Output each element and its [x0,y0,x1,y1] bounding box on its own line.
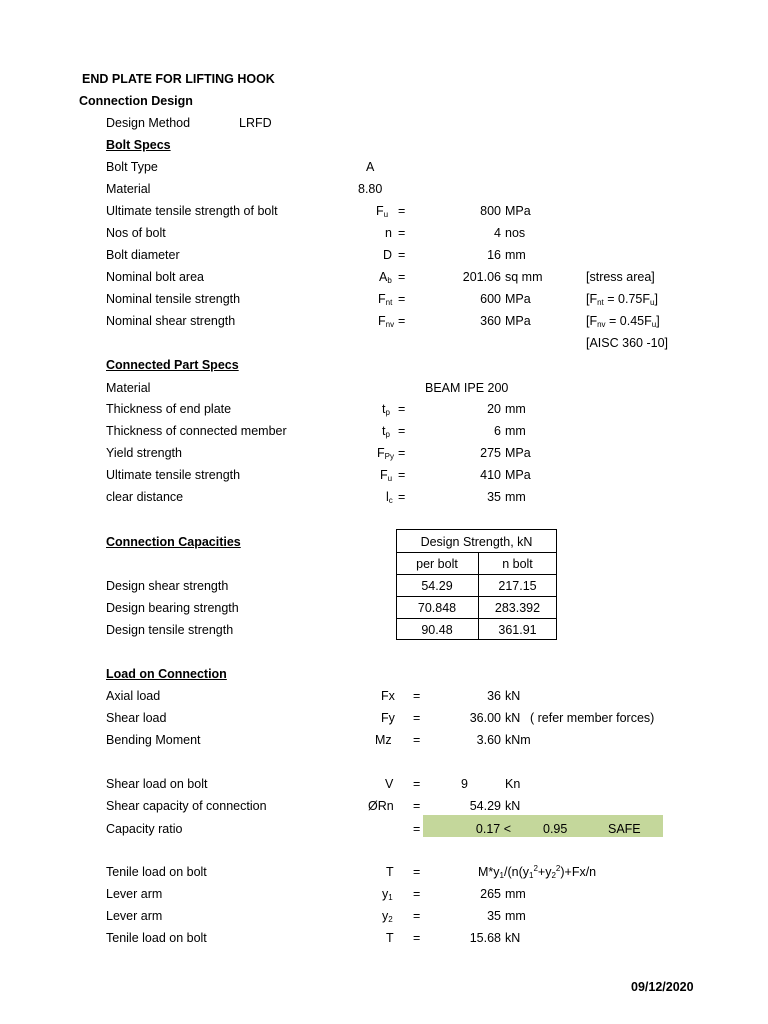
member-thickness-value: 6 [494,424,501,438]
shear-load-unit: kN [505,711,521,725]
lever-arm-2-symbol: $y_2$ [382,909,393,924]
tensile-n-bolt: 361.91 [498,623,537,637]
design-method-label: Design Method [106,116,191,130]
clear-distance-value: 35 [487,490,501,504]
bolt-d-symbol: D [383,248,393,262]
moment-value: 3.60 [476,733,501,747]
capacity-ratio-equals: = [413,822,421,836]
load-heading: Load on Connection [106,667,227,681]
moment-unit: kNm [505,733,531,747]
tensile-load-result-label: Tenile load on bolt [106,931,207,945]
axial-load-equals: = [413,689,421,703]
bolt-fnv-label: Nominal shear strength [106,314,236,328]
tensile-load-equals: = [413,865,421,879]
capacity-ratio-label: Capacity ratio [106,822,183,836]
part-specs-heading: Connected Part Specs [106,358,239,372]
lever-arm-2-equals: = [413,909,421,923]
member-thickness-label: Thickness of connected member [106,424,287,438]
bolt-ab-note: [stress area] [586,270,655,284]
shear-load-equals: = [413,711,421,725]
shear-load-note: ( refer member forces) [530,711,655,725]
member-thickness-symbol: $t_p$ [382,424,390,439]
tensile-load-result-symbol: T [386,931,394,945]
bolt-ab-unit: sq mm [505,270,543,284]
tensile-load-result-value: 15.68 [469,931,501,945]
bearing-per-bolt: 70.848 [417,601,457,615]
bolt-ab-equals: = [398,270,406,284]
bolt-fnv-equals: = [398,314,406,328]
yield-strength-label: Yield strength [106,446,182,460]
shear-load-label: Shear load [106,711,167,725]
shear-capacity-value: 54.29 [469,799,501,813]
clear-distance-label: clear distance [106,490,184,504]
bolt-n-equals: = [398,226,406,240]
col-n-bolt: n bolt [502,557,533,571]
member-thickness-unit: mm [505,424,526,438]
shear-capacity-label: Shear capacity of connection [106,799,267,813]
shear-on-bolt-equals: = [413,777,421,791]
col-per-bolt: per bolt [416,557,458,571]
part-fu-unit: MPa [505,468,531,482]
bolt-d-equals: = [398,248,406,262]
bolt-fnv-note: $[F_{nv} = 0.45F_u]$ [586,314,660,329]
bolt-fnv-value: 360 [480,314,501,328]
bolt-d-unit: mm [505,248,526,262]
bolt-fnv-unit: MPa [505,314,531,328]
bolt-fnt-symbol: $F_{nt}$ [378,292,393,307]
tensile-formula: $M*y_1/(n(y_1^2+y_2^2)+Fx/n$ [478,864,597,880]
bearing-n-bolt: 283.392 [494,601,541,615]
part-fu-equals: = [398,468,406,482]
bolt-d-label: Bolt diameter [106,248,180,262]
shear-on-bolt-value: 9 [461,777,468,791]
tensile-load-symbol: T [386,865,394,879]
bolt-fnt-note: $[F_{nt} = 0.75F_u]$ [586,292,658,307]
bolt-d-value: 16 [487,248,501,262]
tensile-load-result-equals: = [413,931,421,945]
part-fu-value: 410 [480,468,501,482]
lever-arm-1-value: 265 [480,887,501,901]
end-plate-thickness-symbol: $t_p$ [382,402,390,417]
lever-arm-1-symbol: $y_1$ [382,887,393,902]
yield-strength-value: 275 [480,446,501,460]
design-method-value: LRFD [239,116,272,130]
tensile-load-label: Tenile load on bolt [106,865,207,879]
bolt-specs-heading: Bolt Specs [106,138,171,152]
bolt-n-symbol: n [385,226,392,240]
bolt-ab-symbol: $A_b$ [379,270,392,285]
capacity-ratio-limit: 0.95 [543,822,568,836]
bolt-ab-label: Nominal bolt area [106,270,204,284]
shear-capacity-symbol: ØRn [368,799,394,813]
part-fu-label: Ultimate tensile strength [106,468,241,482]
bolt-fnv-symbol: $F_{nv}$ [378,314,395,329]
end-plate-thickness-label: Thickness of end plate [106,402,232,416]
clear-distance-unit: mm [505,490,526,504]
lever-arm-2-label: Lever arm [106,909,163,923]
clear-distance-symbol: $l_c$ [386,490,393,505]
design-shear-label: Design shear strength [106,579,229,593]
yield-strength-symbol: $F_{Py}$ [377,446,394,461]
lever-arm-2-unit: mm [505,909,526,923]
table-title: Design Strength, kN [420,535,533,549]
yield-strength-equals: = [398,446,406,460]
bolt-fnt-unit: MPa [505,292,531,306]
bolt-fu-symbol: $F_u$ [376,204,389,219]
part-material-value: BEAM IPE 200 [425,381,509,395]
section-title: Connection Design [79,94,193,108]
design-bearing-label: Design bearing strength [106,601,239,615]
bolt-fnt-value: 600 [480,292,501,306]
bolt-n-value: 4 [494,226,501,240]
bolt-fu-equals: = [398,204,406,218]
bolt-material-label: Material [106,182,151,196]
table-hline [396,618,557,619]
capacities-heading: Connection Capacities [106,535,241,549]
table-hline [396,596,557,597]
axial-load-label: Axial load [106,689,161,703]
bolt-fu-unit: MPa [505,204,531,218]
axial-load-unit: kN [505,689,521,703]
shear-capacity-equals: = [413,799,421,813]
capacity-ratio-value: 0.17 < [475,822,511,836]
yield-strength-unit: MPa [505,446,531,460]
table-hline [396,574,557,575]
bolt-fu-label: Ultimate tensile strength of bolt [106,204,278,218]
moment-label: Bending Moment [106,733,201,747]
member-thickness-equals: = [398,424,406,438]
lever-arm-1-label: Lever arm [106,887,163,901]
moment-equals: = [413,733,421,747]
tensile-per-bolt: 90.48 [421,623,453,637]
end-plate-thickness-value: 20 [487,402,501,416]
document-title: END PLATE FOR LIFTING HOOK [82,72,275,86]
axial-load-value: 36 [487,689,501,703]
bolt-material-value: 8.80 [358,182,383,196]
part-material-label: Material [106,381,151,395]
tensile-load-result-unit: kN [505,931,521,945]
lever-arm-1-unit: mm [505,887,526,901]
bolt-type-value: A [366,160,375,174]
end-plate-thickness-unit: mm [505,402,526,416]
bolt-ab-value: 201.06 [462,270,501,284]
shear-on-bolt-unit: Kn [505,777,521,791]
part-fu-symbol: $F_u$ [380,468,393,483]
shear-capacity-unit: kN [505,799,521,813]
bolt-n-unit: nos [505,226,526,240]
bolt-fnt-label: Nominal tensile strength [106,292,241,306]
lever-arm-1-equals: = [413,887,421,901]
table-hline [396,552,557,553]
end-plate-thickness-equals: = [398,402,406,416]
shear-on-bolt-symbol: V [385,777,394,791]
shear-per-bolt: 54.29 [421,579,453,593]
bolt-fu-value: 800 [480,204,501,218]
bolt-type-label: Bolt Type [106,160,158,174]
shear-n-bolt: 217.15 [498,579,537,593]
shear-load-value: 36.00 [469,711,501,725]
moment-symbol: Mz [375,733,392,747]
axial-load-symbol: Fx [381,689,395,703]
shear-load-symbol: Fy [381,711,395,725]
design-tensile-label: Design tensile strength [106,623,234,637]
safe-status-badge: SAFE [608,822,641,836]
aisc-reference: [AISC 360 -10] [586,336,668,350]
bolt-n-label: Nos of bolt [106,226,166,240]
clear-distance-equals: = [398,490,406,504]
shear-on-bolt-label: Shear load on bolt [106,777,208,791]
lever-arm-2-value: 35 [487,909,501,923]
document-date: 09/12/2020 [631,980,694,994]
bolt-fnt-equals: = [398,292,406,306]
